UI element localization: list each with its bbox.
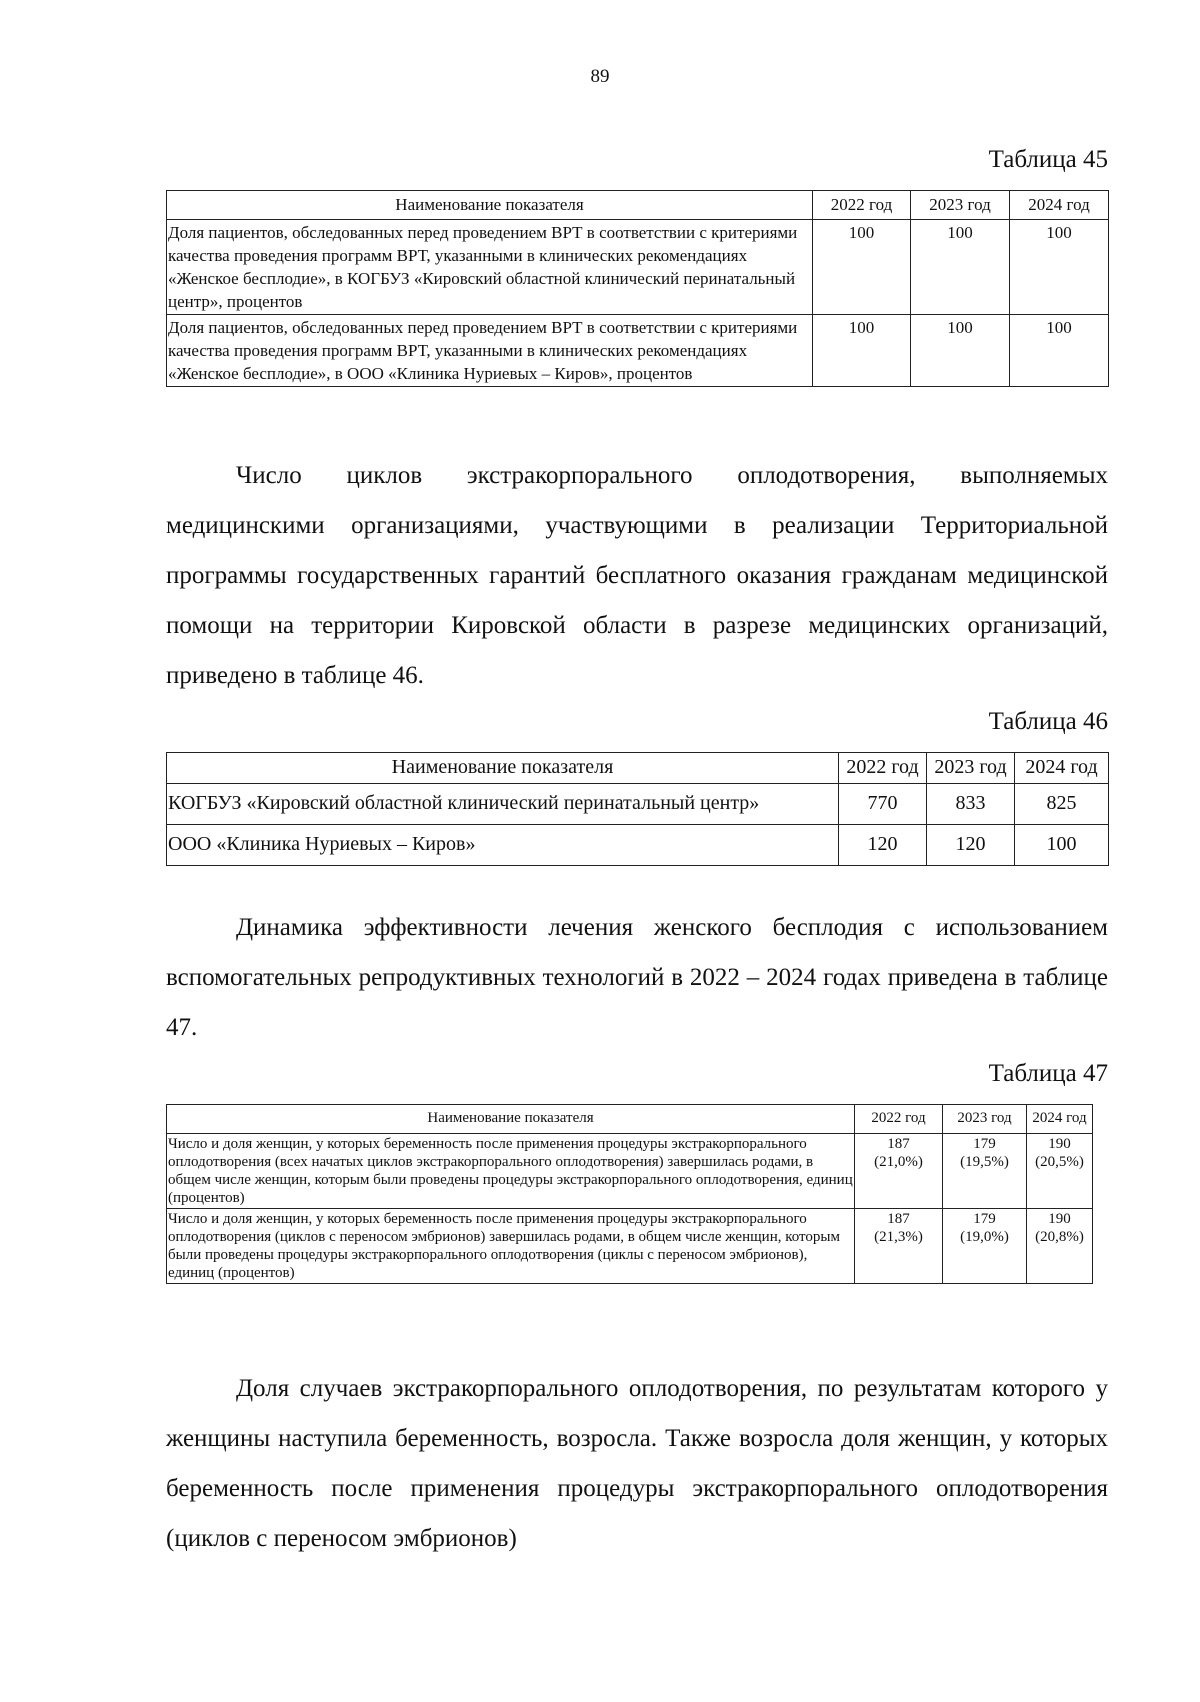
header-2023: 2023 год (943, 1105, 1027, 1134)
header-indicator: Наименование показателя (167, 753, 839, 784)
paragraph-3-text: Доля случаев экстракорпорального оплодотворения, по результатам которого у женщины наступила беременность, возросла. Также возросла доля женщин, у которых беременность после применения процедуры экстракорпорального оплодотворения (циклов с переносом эмбрионов) (166, 1375, 1108, 1552)
value-2024 (1027, 1134, 1093, 1209)
row-indicator-name: ООО «Клиника Нуриевых – Киров» (167, 825, 839, 866)
value-2022: 770 (839, 784, 927, 825)
paragraph-1 (166, 451, 1108, 701)
header-2024: 2024 год (1015, 753, 1109, 784)
table-header-row (167, 191, 1109, 220)
table-row (167, 825, 1109, 866)
value-2024: 100 (1010, 315, 1109, 387)
table-row (167, 220, 1109, 315)
header-2024: 2024 год (1027, 1105, 1093, 1134)
header-2024: 2024 год (1010, 191, 1109, 220)
table-45 (166, 190, 1109, 387)
value-2023: 833 (927, 784, 1015, 825)
row-indicator-name: Доля пациентов, обследованных перед проведением ВРТ в соответствии с критериями качества проведения программ ВРТ, указанными в клинических рекомендациях «Женское бесплодие», в ООО «Клиника Нуриевых – Киров», процентов (167, 315, 813, 387)
value-2023: 100 (911, 315, 1010, 387)
count-value: 190 (1048, 1211, 1071, 1227)
percent-value: (20,8%) (1035, 1229, 1084, 1245)
page-number: 89 (590, 66, 610, 87)
table-47-caption: Таблица 47 (988, 1060, 1108, 1087)
header-2022: 2022 год (855, 1105, 943, 1134)
table-46 (166, 752, 1109, 866)
header-indicator: Наименование показателя (167, 191, 813, 220)
value-2023: 100 (911, 220, 1010, 315)
count-value: 179 (973, 1211, 996, 1227)
table-46-caption: Таблица 46 (988, 708, 1108, 735)
row-indicator-name: Число и доля женщин, у которых беременность после применения процедуры экстракорпорального оплодотворения (циклов с переносом эмбрионов) завершилась родами, в общем числе женщин, которым были проведены процедуры экстракорпорального оплодотворения (циклы с переносом эмбрионов), единиц (процентов) (167, 1209, 855, 1284)
percent-value: (21,3%) (874, 1229, 923, 1245)
value-2023 (943, 1209, 1027, 1284)
table-row (167, 1134, 1093, 1209)
table-45-caption: Таблица 45 (988, 146, 1108, 173)
percent-value: (19,5%) (960, 1154, 1009, 1170)
count-value: 187 (887, 1136, 910, 1152)
value-2022 (855, 1209, 943, 1284)
table-header-row (167, 1105, 1093, 1134)
header-2022: 2022 год (813, 191, 911, 220)
table-47 (166, 1104, 1093, 1284)
header-2023: 2023 год (927, 753, 1015, 784)
row-indicator-name: Число и доля женщин, у которых беременность после применения процедуры экстракорпорального оплодотворения (всех начатых циклов экстракорпорального оплодотворения) завершилась родами, в общем числе женщин, которым были проведены процедуры экстракорпорального оплодотворения, единиц (процентов) (167, 1134, 855, 1209)
table-header-row (167, 753, 1109, 784)
value-2024: 825 (1015, 784, 1109, 825)
value-2022 (855, 1134, 943, 1209)
value-2022: 100 (813, 220, 911, 315)
count-value: 179 (973, 1136, 996, 1152)
row-indicator-name: КОГБУЗ «Кировский областной клинический перинатальный центр» (167, 784, 839, 825)
header-2022: 2022 год (839, 753, 927, 784)
percent-value: (21,0%) (874, 1154, 923, 1170)
table-row (167, 315, 1109, 387)
value-2024 (1027, 1209, 1093, 1284)
value-2022: 120 (839, 825, 927, 866)
count-value: 187 (887, 1211, 910, 1227)
header-indicator: Наименование показателя (167, 1105, 855, 1134)
header-2023: 2023 год (911, 191, 1010, 220)
count-value: 190 (1048, 1136, 1071, 1152)
percent-value: (20,5%) (1035, 1154, 1084, 1170)
value-2022: 100 (813, 315, 911, 387)
paragraph-1-text: Число циклов экстракорпорального оплодотворения, выполняемых медицинскими организациями, участвующими в реализации Территориальной программы государственных гарантий бесплатного оказания гражданам медицинской помощи на территории Кировской области в разрезе медицинских организаций, приведено в таблице 46. (166, 462, 1108, 689)
value-2023 (943, 1134, 1027, 1209)
paragraph-2 (166, 903, 1108, 1053)
row-indicator-name: Доля пациентов, обследованных перед проведением ВРТ в соответствии с критериями качества проведения программ ВРТ, указанными в клинических рекомендациях «Женское бесплодие», в КОГБУЗ «Кировский областной клинический перинатальный центр», процентов (167, 220, 813, 315)
table-row (167, 1209, 1093, 1284)
table-row (167, 784, 1109, 825)
value-2024: 100 (1010, 220, 1109, 315)
paragraph-3 (166, 1364, 1108, 1564)
paragraph-2-text: Динамика эффективности лечения женского бесплодия с использованием вспомогательных репродуктивных технологий в 2022 – 2024 годах приведена в таблице 47. (166, 914, 1108, 1041)
value-2024: 100 (1015, 825, 1109, 866)
value-2023: 120 (927, 825, 1015, 866)
percent-value: (19,0%) (960, 1229, 1009, 1245)
